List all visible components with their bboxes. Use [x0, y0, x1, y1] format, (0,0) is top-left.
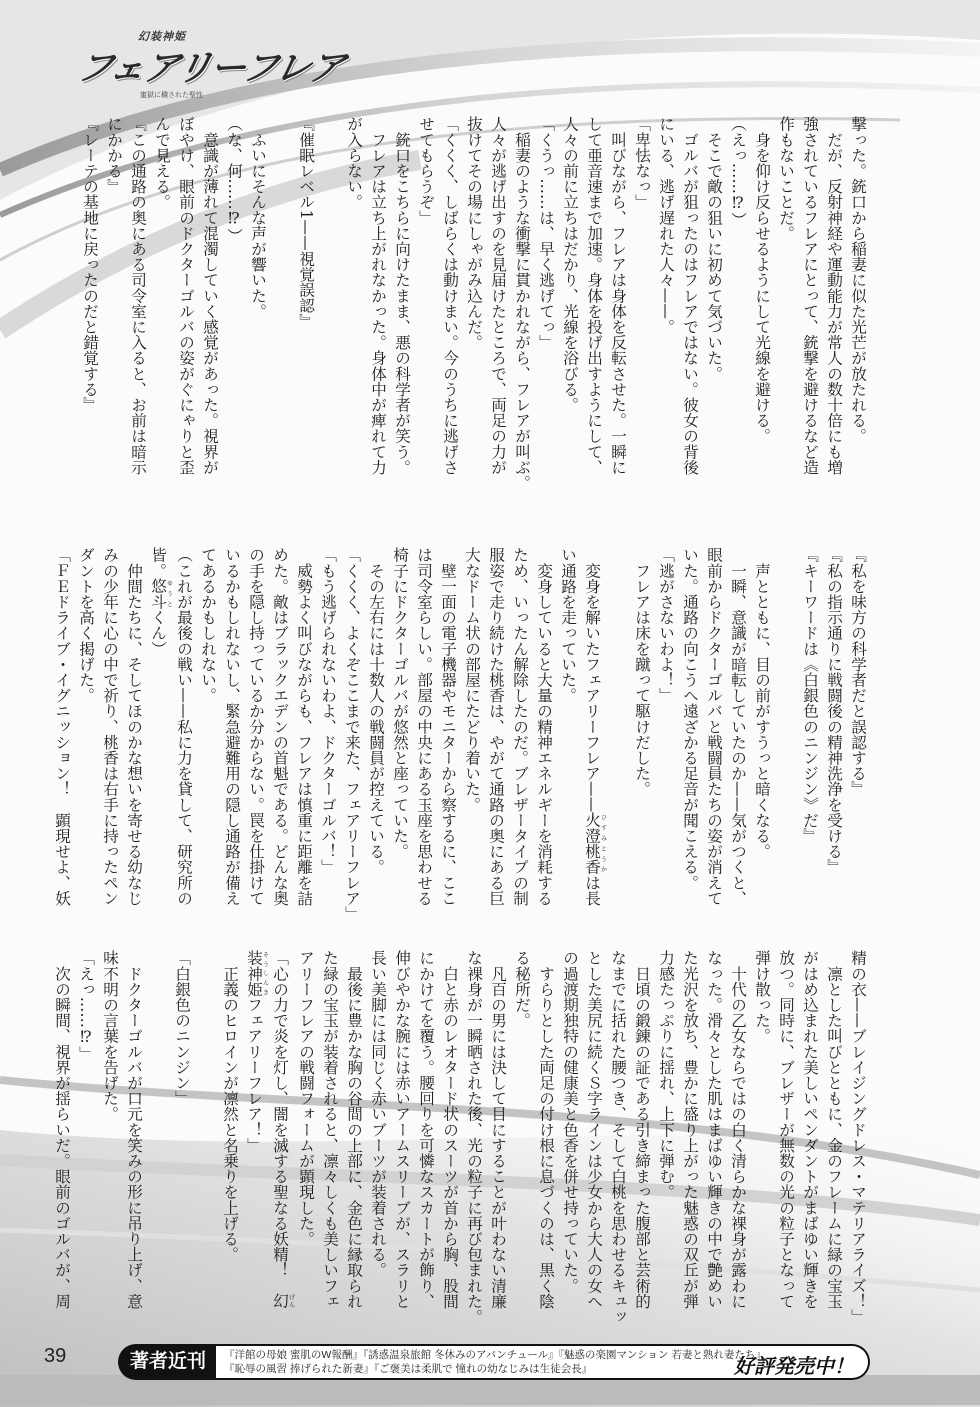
text-segment: 「心の力で炎を灯し、闇を滅する聖なる妖精！	[271, 950, 289, 1294]
text-line: 叫びながら、フレアは身体を反転させた。一瞬に	[609, 116, 627, 475]
text-line	[146, 547, 172, 925]
ad-titles-line-2: 『恥辱の風習 捧げられた新妻』『ご褒美は柔肌で 憧れの幼なじみは生徒会長』	[224, 1363, 593, 1375]
text-line: 長い美脚には同じく赤いブーツが装着される。	[369, 950, 387, 1278]
text-line: なまでに括れた腰つき、そして白桃を思わせるキュッ	[609, 950, 627, 1325]
text-line: てあるかもしれない。	[199, 547, 217, 703]
text-block-top	[78, 116, 870, 494]
text-line: にかけてを覆う。腰回りを可憐なスカートが飾り、	[417, 950, 435, 1309]
text-block-bottom	[50, 950, 870, 1328]
text-line: 次の瞬間、視界が揺らいだ。眼前のゴルバが、周	[53, 950, 71, 1309]
text-line: いるかもしれないし、緊急避難用の隠し通路が備え	[223, 547, 241, 906]
text-line: なった。滑々とした肌はまばゆい輝きの中で艶めい	[705, 950, 723, 1309]
text-line: 椅子にドクターゴルバが悠然と座っていた。	[391, 547, 409, 859]
text-line: 『キーワードは《白銀色のニンジン》だ』	[801, 547, 819, 844]
text-line: た光沢を放ち、豊かに盛り上がった魅惑の双丘が弾	[681, 950, 699, 1309]
text-line: 日頃の鍛錬の証である引き締まった腹部と芸術的	[633, 950, 651, 1309]
text-line: 「えっ……⁉」	[77, 950, 95, 1062]
text-line: 弾け散った。	[753, 950, 771, 1044]
text-line: 最後に豊かな胸の谷間の上部に、金色に縁取られ	[345, 950, 363, 1309]
text-line: とした美尻に続くＳ字ラインは少女から大人の女へ	[585, 950, 603, 1309]
text-line: 凛とした叫びとともに、金のフレームに緑の宝玉	[825, 950, 843, 1309]
author-new-releases-banner	[118, 1344, 870, 1380]
text-line: 仲間たちに、そしてほのかな想いを寄せる幼なじ	[125, 547, 143, 906]
text-line: 撃った。銃口から稲妻に似た光芒が放たれる。	[849, 116, 867, 444]
text-line	[146, 950, 170, 1328]
text-line: 大なドーム状の部屋にたどり着いた。	[463, 547, 481, 813]
text-line: んで見える。	[153, 116, 171, 210]
text-segment: くん）	[149, 609, 167, 657]
text-line: （これが最後の戦い——私に力を貸して、研究所の	[175, 547, 193, 906]
text-line	[270, 116, 294, 494]
text-line: 「卑怯なっ」	[633, 116, 651, 210]
text-line: 威勢よく叫びながらも、フレアは慎重に距離を詰	[295, 547, 313, 906]
ad-titles-box	[216, 1344, 870, 1380]
text-line: 『私を味方の科学者だと誤認する』	[849, 547, 867, 797]
text-line: 「もう逃げられないわよ、ドクターゴルバ！」	[319, 547, 337, 875]
text-line: にいる、逃げ遅れた人々——。	[657, 116, 675, 335]
text-line: 人々が逃げ出すのを見届けたところで、両足の力が	[489, 116, 507, 475]
text-line: る秘所だ。	[513, 950, 531, 1028]
text-segment: 変身を解いたフェアリーフレア——	[583, 547, 601, 813]
ruby-word	[245, 950, 269, 997]
text-line: 声とともに、目の前がすうっと暗くなる。	[753, 547, 771, 859]
text-line: フレアは立ち上がれなかった。身体中が痺れて力	[369, 116, 387, 475]
text-line: 『レーテの基地に戻ったのだと錯覚する』	[81, 116, 99, 413]
text-line: 壁一面の電子機器やモニターから察するに、ここ	[439, 547, 457, 906]
text-line: にかかる』	[105, 116, 123, 194]
text-line: な裸身が一瞬晒された後、光の粒子に再び包まれた。	[465, 950, 483, 1325]
text-line: めた。敵はブラックエデンの首魁である。どんな奥	[271, 547, 289, 906]
text-line: の過渡期独特の健康美と色香を併せ持っていた。	[561, 950, 579, 1294]
text-line: （えっ……⁉）	[729, 116, 747, 228]
ruby-word	[149, 578, 173, 610]
text-line: アリーフレアの戦闘フォームが顕現した。	[297, 950, 315, 1247]
text-line: して亜音速まで加速。身体を投げ出すようにして、	[585, 116, 603, 475]
ruby-reading: そうしんき	[261, 950, 269, 997]
text-line: ため、いったん解除したのだ。ブレザータイプの制	[511, 547, 529, 906]
ruby-reading: ひすみとうか	[599, 812, 607, 875]
text-line: ぼやけ、眼前のドクターゴルバの姿がぐにゃりと歪	[177, 116, 195, 475]
text-line: 意識が薄れて混濁していく感覚があった。視界が	[201, 116, 219, 475]
ruby-base: 幻	[271, 1293, 289, 1309]
text-line: 「白銀色のニンジン」	[173, 950, 191, 1106]
ruby-reading: げん	[287, 1293, 295, 1309]
text-segment: フェアリーフレア！」	[245, 996, 263, 1153]
text-block-middle	[50, 547, 870, 925]
ruby-base: 悠斗	[149, 578, 167, 610]
text-line: （な、何……⁉）	[225, 116, 243, 244]
text-line: 服姿で走り続けた桃香は、やがて通路の奥にある巨	[487, 547, 505, 906]
text-line: 銃口をこちらに向けたまま、悪の科学者が笑う。	[393, 116, 411, 475]
text-line: い通路を走っていた。	[559, 547, 577, 703]
text-line: が入らない。	[345, 116, 363, 210]
text-line: フレアは床を蹴って駆けだした。	[633, 547, 651, 797]
text-line: みの少年に心の中で祈り、桃香は右手に持ったペン	[101, 547, 119, 906]
text-line: 「くうっ……は、早く逃げてっ」	[537, 116, 555, 350]
text-line	[318, 116, 342, 494]
text-line: 伸びやかな腕には赤いアームスリーブが、スラリと	[393, 950, 411, 1309]
text-line: 力感たっぷりに揺れ、上下に弾む。	[657, 950, 675, 1200]
text-line: 精の衣——ブレイジングドレス・マテリアライズ！」	[849, 950, 867, 1325]
text-line: 稲妻のような衝撃に貫かれながら、フレアが叫ぶ。	[513, 116, 531, 491]
text-line: 「くくく、よくぞここまで来た、フェアリーフレア」	[343, 547, 361, 922]
ruby-base: 火澄桃香	[583, 812, 601, 875]
ruby-base: 装神姫	[245, 950, 263, 997]
text-line	[606, 547, 630, 925]
text-line: 「くくく、しばらくは動けまい。今のうちに逃げさ	[441, 116, 459, 475]
logo-series-name: 幻装神姫	[138, 30, 186, 43]
text-line	[242, 950, 268, 1328]
text-line: 身を仰け反らせるようにして光線を避ける。	[753, 116, 771, 444]
text-line: 作もないことだ。	[777, 116, 795, 241]
text-line: だが、反射神経や運動能力が常人の数十倍にも増	[825, 116, 843, 475]
logo-title: フェアリーフレア	[73, 47, 348, 89]
text-line: ゴルバが狙ったのはフレアではない。彼女の背後	[681, 116, 699, 475]
text-line: 眼前からドクターゴルバと戦闘員たちの姿が消えて	[705, 547, 723, 906]
text-line: 変身していると大量の精神エネルギーを消耗する	[535, 547, 553, 906]
text-line: 人々の前に立ちはだかり、光線を浴びる。	[561, 116, 579, 413]
text-line: すらりとした両足の付け根に息づくのは、黒く陰	[537, 950, 555, 1309]
text-line: 『この通路の奥にある司令室に入ると、お前は暗示	[129, 116, 147, 475]
text-line: 『私の指示通りに戦闘後の精神洗浄を受ける』	[825, 547, 843, 875]
text-line: 味不明の言葉を告げた。	[101, 950, 119, 1122]
ad-titles	[224, 1348, 766, 1376]
text-line: 凡百の男には決して目にすることが叶わない清廉	[489, 950, 507, 1309]
text-segment: 皆。	[149, 547, 167, 579]
text-line: の手を隠し持っているか分からない。罠を仕掛けて	[247, 547, 265, 906]
text-line: ダントを高く掲げた。	[77, 547, 95, 703]
on-sale-label: 好評発売中！	[734, 1356, 854, 1378]
text-line: ドクターゴルバが口元を笑みの形に吊り上げ、意	[125, 950, 143, 1309]
text-line	[194, 950, 218, 1328]
text-line: 十代の乙女ならではの白く清らかな裸身が露わに	[729, 950, 747, 1309]
text-line	[774, 547, 798, 925]
ad-label: 著者近刊	[118, 1344, 218, 1380]
text-line: ふいにそんな声が響いた。	[249, 116, 267, 319]
text-line: 放つ。同時に、ブレザーが無数の光の粒子となって	[777, 950, 795, 1309]
text-line	[268, 950, 294, 1328]
text-line: 一瞬、意識が暗転していたのか——気がつくと、	[729, 547, 747, 906]
ruby-word	[271, 1293, 295, 1309]
text-line: た緑の宝玉が装着されると、凛々しくも美しいフェ	[321, 950, 339, 1309]
text-line: 抜けてその場にしゃがみ込んだ。	[465, 116, 483, 350]
logo-subtitle: 蜜獄に穢された聖性	[140, 91, 203, 99]
text-line: そこで敵の狙いに初めて気づいた。	[705, 116, 723, 382]
text-line: 「ＦＥドライブ・イグニッション！ 顕現せよ、妖	[53, 547, 71, 906]
text-line: 『催眠レベル1——視覚誤認』	[297, 116, 315, 329]
ad-titles-line-1: 『洋館の母娘 蜜肌のW報酬』『誘惑温泉旅館 冬休みのアバンチュール』『魅惑の楽園マンション 若妻と熟れ妻たち』	[224, 1349, 766, 1361]
series-logo	[48, 28, 348, 108]
text-line: その左右には十数人の戦闘員が控えている。	[367, 547, 385, 875]
text-line: いた。通路の向こうへ遠ざかる足音が聞こえる。	[681, 547, 699, 891]
text-line: せてもらうぞ」	[417, 116, 435, 226]
text-line: がはめ込まれた美しいペンダントがまばゆい輝きを	[801, 950, 819, 1309]
ruby-word	[583, 812, 607, 875]
page-number: 39	[44, 1345, 67, 1367]
text-line: は司令室らしい。部屋の中央にある玉座を思わせる	[415, 547, 433, 906]
text-line: 「逃がさないわよ！」	[657, 547, 675, 703]
text-line	[580, 547, 606, 925]
text-segment: は長	[583, 874, 601, 906]
text-line: 強されているフレアにとって、銃撃を避けるなど造	[801, 116, 819, 475]
text-line: 正義のヒロインが凛然と名乗りを上げる。	[221, 950, 239, 1262]
text-line: 白と赤のレオタード状のスーツが首から胸、股間	[441, 950, 459, 1309]
ruby-reading: ゆうと	[165, 578, 173, 610]
